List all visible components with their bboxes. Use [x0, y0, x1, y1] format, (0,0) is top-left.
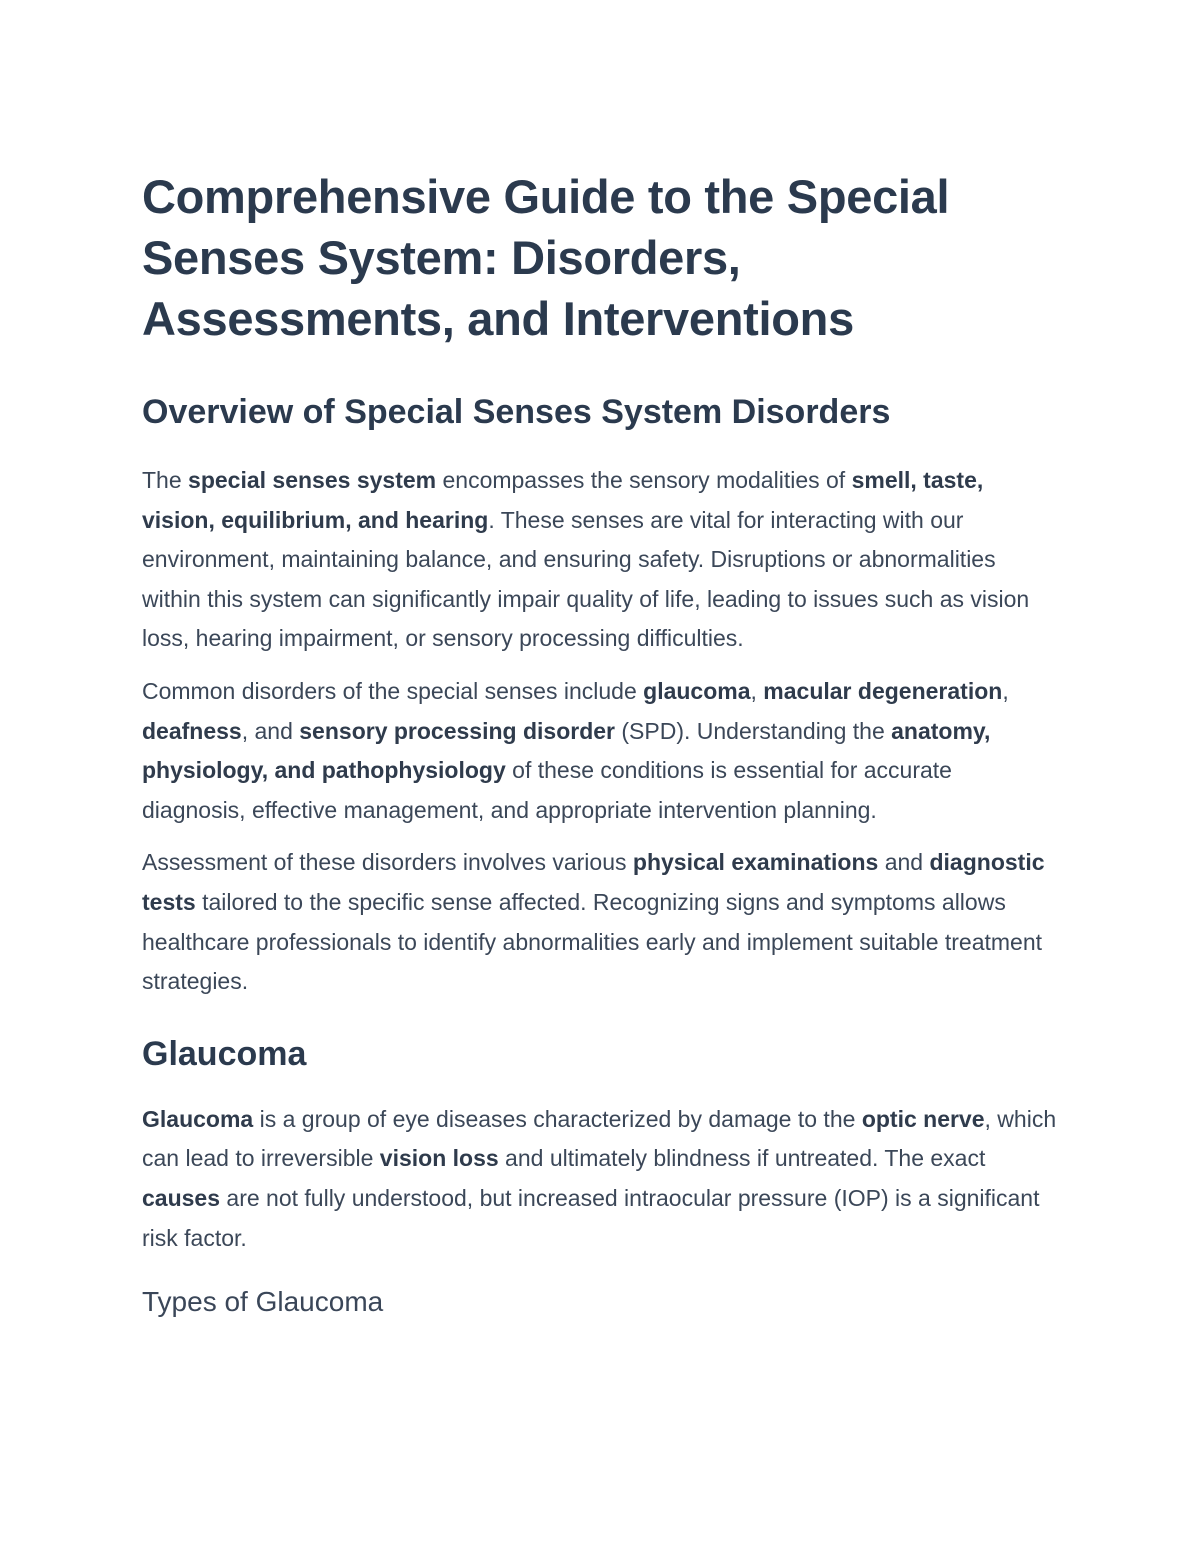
glaucoma-heading: Glaucoma	[142, 1034, 307, 1073]
overview-paragraph-2	[142, 672, 1060, 830]
text-run: and	[878, 849, 930, 876]
bold-term: diagnostic tests	[142, 849, 1045, 915]
glaucoma-paragraph	[142, 1100, 1060, 1258]
text-run: encompasses the sensory modalities of	[436, 467, 852, 493]
text-run: Common disorders of the special senses include	[142, 677, 644, 704]
bold-term: causes	[142, 1184, 221, 1211]
text-run: is a group of eye diseases characterized by damage to the	[253, 1105, 862, 1132]
overview-heading: Overview of Special Senses System Disorders	[142, 393, 891, 431]
text-run: and ultimately blindness if untreated. The exact	[498, 1145, 986, 1172]
text-run: ,	[750, 677, 764, 704]
overview-paragraph-1	[142, 461, 1060, 659]
types-of-glaucoma-heading: Types of Glaucoma	[142, 1286, 384, 1318]
text-run: tailored to the specific sense affected. Recognizing signs and symptoms allows healthcare professionals to identify abnormalities early and implement suitable treatment strategies.	[142, 888, 1043, 995]
bold-term: deafness	[142, 717, 242, 744]
text-run: of these conditions is essential for accurate diagnosis, effective management, and appropriate intervention planning.	[142, 757, 952, 823]
document-title: Comprehensive Guide to the Special Senses System: Disorders, Assessments, and Interventions	[142, 170, 950, 345]
text-run: are not fully understood, but increased intraocular pressure (IOP) is a significant risk factor.	[142, 1184, 1040, 1251]
bold-term: Glaucoma	[142, 1105, 254, 1132]
text-run: The	[142, 467, 189, 493]
bold-term: smell, taste, vision, equilibrium, and hearing	[142, 467, 984, 533]
text-run: ,	[1002, 677, 1009, 704]
text-run: . These senses are vital for interacting with our environment, maintaining balance, and ensuring safety. Disruptions or abnormalities within this system can significantly impair quality of life, leading to issues such as vision loss, hearing impairment, or sensory processing difficulties.	[142, 506, 1030, 652]
text-run: (SPD). Understanding the	[615, 717, 892, 744]
text-run: Assessment of these disorders involves various	[142, 849, 633, 876]
bold-term: sensory processing disorder	[299, 717, 615, 744]
bold-term: vision loss	[379, 1145, 499, 1172]
bold-term: optic nerve	[861, 1105, 985, 1132]
bold-term: macular degeneration	[763, 677, 1003, 704]
text-run: , which can lead to irreversible	[142, 1105, 1057, 1172]
bold-term: glaucoma	[643, 677, 751, 704]
bold-term: anatomy, physiology, and pathophysiology	[142, 717, 991, 784]
overview-paragraph-3	[142, 843, 1060, 1001]
bold-term: special senses system	[188, 467, 437, 493]
text-run: , and	[241, 717, 300, 744]
bold-term: physical examinations	[632, 849, 879, 876]
